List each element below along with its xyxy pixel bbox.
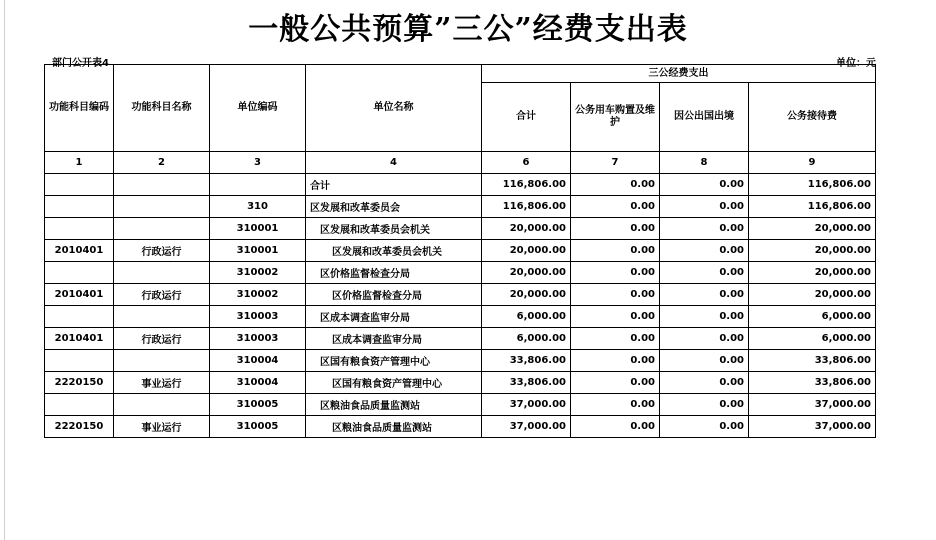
cell-abroad: 0.00 (660, 350, 749, 372)
cell-vehicle: 0.00 (571, 262, 660, 284)
cell-unit-name: 区价格监督检查分局 (306, 262, 482, 284)
header-unit-code: 单位编码 (210, 65, 306, 152)
cell-vehicle: 0.00 (571, 306, 660, 328)
header-row-top (45, 65, 876, 83)
cell-reception: 37,000.00 (749, 394, 876, 416)
index-cell: 7 (571, 152, 660, 174)
cell-total: 6,000.00 (482, 328, 571, 350)
cell-unit-code (210, 174, 306, 196)
header-func-name: 功能科目名称 (114, 65, 210, 152)
cell-vehicle: 0.00 (571, 416, 660, 438)
header-total: 合计 (482, 83, 571, 152)
index-cell: 4 (306, 152, 482, 174)
unit-label: 单位：元 (836, 58, 876, 69)
cell-total: 116,806.00 (482, 174, 571, 196)
cell-func-code: 2010401 (45, 328, 114, 350)
cell-vehicle: 0.00 (571, 350, 660, 372)
table-row (45, 372, 876, 394)
table-row (45, 196, 876, 218)
index-cell: 9 (749, 152, 876, 174)
header-func-code: 功能科目编码 (45, 65, 114, 152)
cell-unit-name: 区粮油食品质量监测站 (306, 394, 482, 416)
index-cell: 3 (210, 152, 306, 174)
cell-func-code (45, 262, 114, 284)
cell-vehicle: 0.00 (571, 240, 660, 262)
cell-total: 37,000.00 (482, 394, 571, 416)
header-index-row (45, 152, 876, 174)
cell-func-code: 2010401 (45, 240, 114, 262)
cell-unit-code: 310002 (210, 262, 306, 284)
cell-abroad: 0.00 (660, 240, 749, 262)
cell-unit-name: 区成本调查监审分局 (306, 328, 482, 350)
cell-abroad: 0.00 (660, 328, 749, 350)
cell-total: 20,000.00 (482, 240, 571, 262)
cell-total: 6,000.00 (482, 306, 571, 328)
cell-reception: 37,000.00 (749, 416, 876, 438)
cell-unit-code: 310004 (210, 372, 306, 394)
cell-abroad: 0.00 (660, 306, 749, 328)
cell-abroad: 0.00 (660, 262, 749, 284)
cell-abroad: 0.00 (660, 372, 749, 394)
cell-vehicle: 0.00 (571, 196, 660, 218)
cell-func-code (45, 218, 114, 240)
cell-total: 116,806.00 (482, 196, 571, 218)
page-title: 一般公共预算”三公”经费支出表 (248, 12, 688, 47)
cell-func-code (45, 306, 114, 328)
cell-abroad: 0.00 (660, 416, 749, 438)
header-abroad: 因公出国出境 (660, 83, 749, 152)
header-unit-name: 单位名称 (306, 65, 482, 152)
cell-total: 20,000.00 (482, 262, 571, 284)
cell-func-name (114, 218, 210, 240)
header-reception: 公务接待费 (749, 83, 876, 152)
cell-reception: 20,000.00 (749, 284, 876, 306)
cell-reception: 20,000.00 (749, 262, 876, 284)
index-cell: 2 (114, 152, 210, 174)
cell-unit-name: 合计 (306, 174, 482, 196)
table-row (45, 218, 876, 240)
table-row (45, 284, 876, 306)
cell-unit-code: 310003 (210, 306, 306, 328)
cell-unit-name: 区国有粮食资产管理中心 (306, 372, 482, 394)
cell-total: 20,000.00 (482, 284, 571, 306)
cell-abroad: 0.00 (660, 196, 749, 218)
cell-unit-code: 310004 (210, 350, 306, 372)
cell-vehicle: 0.00 (571, 284, 660, 306)
cell-unit-code: 310005 (210, 416, 306, 438)
cell-unit-code: 310 (210, 196, 306, 218)
index-cell: 6 (482, 152, 571, 174)
table-row (45, 306, 876, 328)
table-row (45, 262, 876, 284)
page-left-border (4, 0, 5, 540)
cell-reception: 6,000.00 (749, 328, 876, 350)
cell-unit-name: 区发展和改革委员会机关 (306, 240, 482, 262)
cell-func-name (114, 394, 210, 416)
cell-func-name: 行政运行 (114, 284, 210, 306)
table-row (45, 350, 876, 372)
cell-unit-code: 310005 (210, 394, 306, 416)
cell-reception: 116,806.00 (749, 174, 876, 196)
cell-abroad: 0.00 (660, 174, 749, 196)
cell-func-name: 行政运行 (114, 328, 210, 350)
cell-unit-name: 区粮油食品质量监测站 (306, 416, 482, 438)
cell-func-name: 事业运行 (114, 416, 210, 438)
cell-reception: 116,806.00 (749, 196, 876, 218)
cell-total: 33,806.00 (482, 350, 571, 372)
cell-func-name (114, 174, 210, 196)
cell-func-name (114, 350, 210, 372)
cell-total: 33,806.00 (482, 372, 571, 394)
table-number: 部门公开表4 (52, 58, 109, 69)
header-vehicle: 公务用车购置及维护 (571, 83, 660, 152)
expenditure-table (44, 64, 876, 438)
cell-abroad: 0.00 (660, 394, 749, 416)
cell-func-code (45, 196, 114, 218)
header-group-three-public: 三公经费支出 (482, 65, 876, 83)
cell-func-name: 事业运行 (114, 372, 210, 394)
table-row (45, 240, 876, 262)
cell-reception: 20,000.00 (749, 240, 876, 262)
cell-func-code: 2220150 (45, 372, 114, 394)
cell-unit-name: 区发展和改革委员会机关 (306, 218, 482, 240)
table-row (45, 328, 876, 350)
cell-unit-code: 310001 (210, 218, 306, 240)
cell-unit-name: 区发展和改革委员会 (306, 196, 482, 218)
table-row (45, 416, 876, 438)
cell-reception: 20,000.00 (749, 218, 876, 240)
cell-abroad: 0.00 (660, 218, 749, 240)
cell-vehicle: 0.00 (571, 372, 660, 394)
cell-unit-code: 310002 (210, 284, 306, 306)
cell-func-code: 2010401 (45, 284, 114, 306)
cell-unit-name: 区成本调查监审分局 (306, 306, 482, 328)
cell-abroad: 0.00 (660, 284, 749, 306)
cell-reception: 33,806.00 (749, 372, 876, 394)
cell-reception: 6,000.00 (749, 306, 876, 328)
cell-func-code (45, 174, 114, 196)
cell-func-name (114, 262, 210, 284)
cell-unit-name: 区国有粮食资产管理中心 (306, 350, 482, 372)
index-cell: 8 (660, 152, 749, 174)
cell-reception: 33,806.00 (749, 350, 876, 372)
cell-vehicle: 0.00 (571, 174, 660, 196)
cell-total: 37,000.00 (482, 416, 571, 438)
cell-func-name (114, 196, 210, 218)
cell-vehicle: 0.00 (571, 328, 660, 350)
table-body (45, 174, 876, 438)
cell-func-code: 2220150 (45, 416, 114, 438)
table-row (45, 394, 876, 416)
cell-vehicle: 0.00 (571, 218, 660, 240)
cell-func-code (45, 394, 114, 416)
cell-total: 20,000.00 (482, 218, 571, 240)
index-cell: 1 (45, 152, 114, 174)
cell-unit-code: 310001 (210, 240, 306, 262)
cell-unit-name: 区价格监督检查分局 (306, 284, 482, 306)
cell-func-name (114, 306, 210, 328)
table-row (45, 174, 876, 196)
cell-func-name: 行政运行 (114, 240, 210, 262)
cell-func-code (45, 350, 114, 372)
cell-vehicle: 0.00 (571, 394, 660, 416)
cell-unit-code: 310003 (210, 328, 306, 350)
